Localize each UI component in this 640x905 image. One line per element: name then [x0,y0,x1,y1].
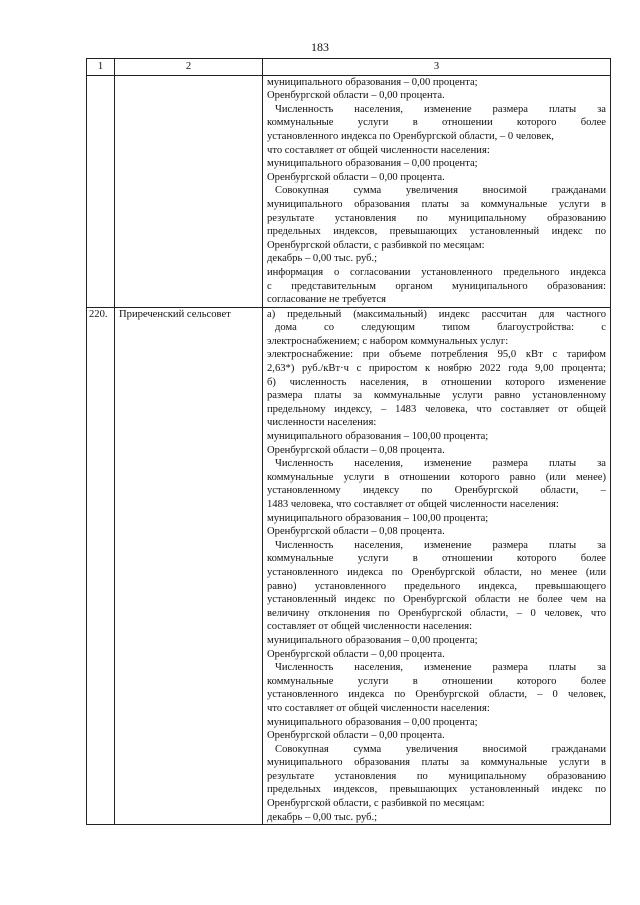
text-line: с представительным органом муниципального образования: [267,280,606,292]
text-line: 2,63*) руб./кВт·ч с приростом к ноябрю 2022 года 9,00 процента; [267,363,606,375]
text-line: Численность населения, изменение размера платы за [275,539,606,551]
text-line: Оренбургской области – 0,08 процента. [267,444,445,456]
text-line: Численность населения, изменение размера платы за [275,103,606,115]
text-line: коммунальные услуги в отношении которого более [267,675,606,687]
text-line: Численность населения, изменение размера платы за [275,662,606,674]
text-line: Совокупная сумма увеличения вносимой гражданами [275,185,606,197]
text-line: Оренбургской области – 0,00 процента. [267,730,445,742]
text-line: информация о согласовании установленного предельного индекса [267,266,606,278]
text-line: а) предельный (максимальный) индекс рассчитан для частного [267,308,606,320]
text-line: установленному индексу по Оренбургской области, – [267,485,606,497]
text-line: результате установления по муниципальному образованию [267,212,606,224]
text-line: установленного индекса по Оренбургской области, – 0 человек, [267,130,554,142]
text-line: муниципального образования платы за коммунальные услуги в [267,198,606,210]
text-line: установленного индекса по Оренбургской области, – 0 человек, [267,689,606,701]
text-line: результате установления по муниципальному образованию [267,770,606,782]
text-line: муниципального образования – 0,00 процента; [267,716,478,728]
text-line: равно) установленного предельного индекса, превышающего [267,580,606,592]
text-line: Оренбургской области – 0,08 процента. [267,526,445,538]
text-line: Совокупная сумма увеличения вносимой гражданами [275,743,606,755]
text-line: декабрь – 0,00 тыс. руб.; [267,811,378,823]
text-line: электроснабжение: при объеме потребления 95,0 кВт с тарифом [267,349,606,361]
text-line: предельных индексов, превышающих установленный индекс по [267,784,606,796]
text-line: 1483 человека, что составляет от общей численности населения: [267,499,559,510]
table-header-row [87,59,611,76]
text-line: что составляет от общей численности населения: [267,702,490,714]
column-header-2: 2 [115,59,263,76]
text-line: установленный индекс по Оренбургской области не более чем на [267,594,606,606]
text-line: коммунальные услуги в отношении которого более [267,117,606,129]
row-number-cell [87,75,115,307]
text-line: предельному индексу, – 1483 человека, что составляет от общей [267,403,606,415]
text-line: муниципального образования – 0,00 процента; [267,158,478,170]
table-row-220 [87,307,611,825]
row-name-cell [115,75,263,307]
row-number-cell: 220. [87,307,115,825]
column-header-1: 1 [87,59,115,76]
text-line: декабрь – 0,00 тыс. руб.; [267,253,378,265]
text-line: муниципального образования – 100,00 процента; [267,512,489,524]
text-line: электроснабжением; с набором коммунальных услуг: [267,335,509,347]
text-line: коммунальные услуги в отношении которого равно (или менее) [267,471,606,483]
text-line: Оренбургской области – 0,00 процента. [267,648,445,660]
text-line: Численность населения, изменение размера платы за [275,458,606,470]
text-line: что составляет от общей численности населения: [267,144,490,156]
text-line: муниципального образования – 100,00 процента; [267,431,489,443]
row-details-cell [263,307,611,825]
text-line: величину отклонения по Оренбургской области, – 0 человек, что [267,607,606,619]
text-line: размера платы за коммунальные услуги равно установленному [267,390,606,402]
text-line: муниципального образования платы за коммунальные услуги в [267,757,606,769]
text-line: Оренбургской области, с разбивкой по месяцам: [267,798,485,810]
text-line: муниципального образования – 0,00 процента; [267,76,478,88]
column-header-3: 3 [263,59,611,76]
text-line: численности населения: [267,417,377,429]
text-line: Оренбургской области – 0,00 процента. [267,171,445,183]
text-line: Оренбургской области – 0,00 процента. [267,90,445,102]
text-line: согласование не требуется [267,294,387,306]
text-line: установленного индекса по Оренбургской области, но менее (или [267,566,606,578]
text-line: составляет от общей численности населения: [267,621,473,633]
text-line: предельных индексов, превышающих установленный индекс по [267,226,606,238]
text-line: дома со следующим типом благоустройства: с [275,322,606,334]
text-line: коммунальные услуги в отношении которого более [267,553,606,565]
row-name-cell: Приреченский сельсовет [115,307,263,825]
text-line: муниципального образования – 0,00 процента; [267,634,478,646]
page-number: 183 [311,40,329,54]
text-line: б) численность населения, в отношении которого изменение [267,376,606,388]
row-details-cell [263,75,611,307]
document-table [86,58,611,825]
text-line: Оренбургской области, с разбивкой по месяцам: [267,239,485,251]
table-row-continuation [87,75,611,307]
